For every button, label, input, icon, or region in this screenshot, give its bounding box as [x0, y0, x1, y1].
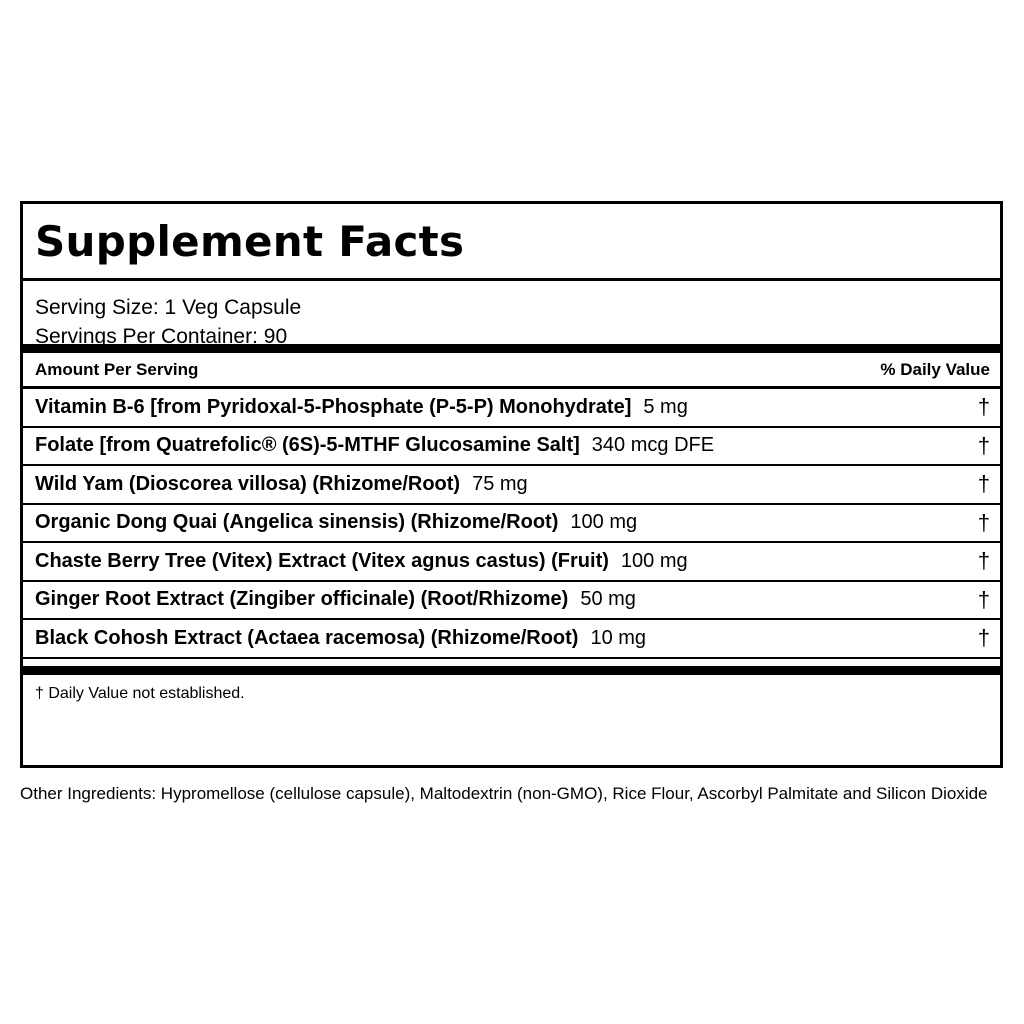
ingredient-amount: 10 mg: [590, 626, 647, 649]
column-header-row: [23, 353, 1000, 389]
ingredient-amount: 50 mg: [580, 588, 636, 611]
ingredient-dv: †: [977, 548, 990, 574]
ingredient-amount: 100 mg: [620, 549, 688, 572]
amount-per-serving-header: Amount Per Serving: [35, 359, 199, 379]
ingredient-name: Folate [from Quatrefolic® (6S)-5-MTHF Glucosamine Salt]: [35, 434, 580, 457]
panel-title: Supplement Facts: [35, 216, 465, 266]
ingredient-row: [23, 466, 1000, 505]
title-row: [23, 204, 1000, 281]
ingredient-name: Chaste Berry Tree (Vitex) Extract (Vitex agnus castus) (Fruit): [35, 549, 609, 572]
other-ingredients: Other Ingredients: Hypromellose (cellulose capsule), Maltodextrin (non-GMO), Rice Flour, Ascorbyl Palmitate and Silicon Dioxide: [20, 784, 988, 803]
ingredient-name: Ginger Root Extract (Zingiber officinale) (Root/Rhizome): [35, 588, 569, 611]
ingredient-row: [23, 428, 1000, 467]
ingredient-row: [23, 582, 1000, 621]
ingredient-row: [23, 505, 1000, 544]
ingredient-dv: †: [977, 625, 990, 651]
ingredient-dv: †: [977, 509, 990, 535]
ingredient-dv: †: [977, 586, 990, 612]
ingredient-name: Organic Dong Quai (Angelica sinensis) (Rhizome/Root): [35, 511, 559, 534]
servings-per-container: Servings Per Container: 90: [35, 325, 288, 348]
serving-size: Serving Size: 1 Veg Capsule: [35, 296, 302, 319]
ingredient-name: Wild Yam (Dioscorea villosa) (Rhizome/Root): [35, 472, 461, 495]
ingredient-name: Black Cohosh Extract (Actaea racemosa) (Rhizome/Root): [35, 626, 579, 649]
ingredient-amount: 5 mg: [643, 395, 688, 418]
ingredient-dv: †: [977, 432, 990, 458]
thick-divider: [23, 659, 1000, 675]
daily-value-header: % Daily Value: [880, 359, 990, 379]
serving-info: [23, 281, 1000, 353]
ingredient-row: [23, 543, 1000, 582]
ingredient-name: Vitamin B-6 [from Pyridoxal-5-Phosphate (P-5-P) Monohydrate]: [35, 395, 632, 418]
ingredient-amount: 340 mcg DFE: [591, 434, 715, 457]
ingredient-amount: 75 mg: [472, 472, 528, 495]
ingredient-dv: †: [977, 394, 990, 420]
ingredient-amount: 100 mg: [570, 511, 638, 534]
supplement-facts-panel: [20, 201, 1003, 768]
footnote: † Daily Value not established.: [35, 684, 245, 702]
ingredient-row: [23, 389, 1000, 428]
ingredient-row: [23, 620, 1000, 659]
ingredient-dv: †: [977, 471, 990, 497]
